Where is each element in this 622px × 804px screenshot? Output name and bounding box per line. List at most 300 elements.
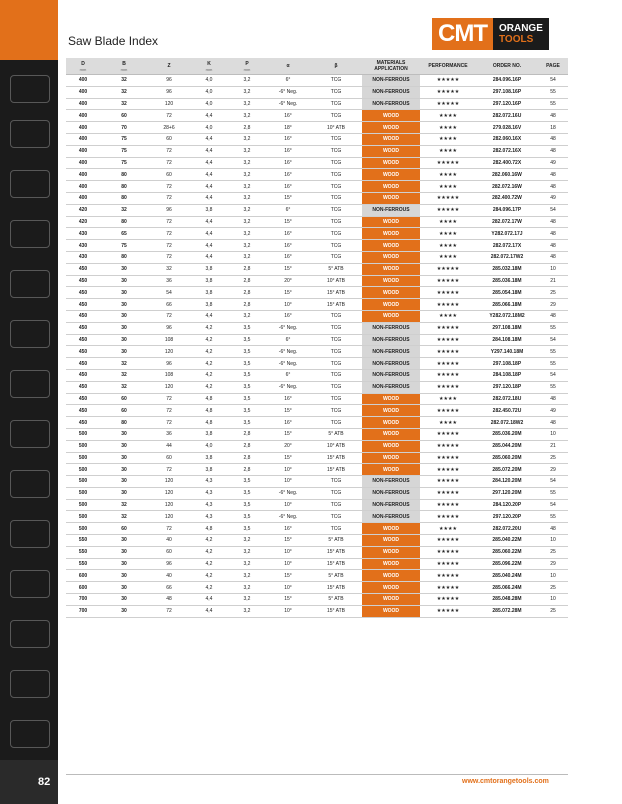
cell-beta: 15° ATB: [310, 464, 362, 476]
cell-page: 48: [538, 523, 568, 535]
cell-ord: 285.066.24M: [476, 582, 538, 594]
cell-z: 54: [148, 287, 190, 299]
cell-b: 32: [100, 204, 148, 216]
cell-perf: ★★★★: [420, 145, 476, 157]
header-beta: [310, 58, 362, 75]
cell-b: 30: [100, 476, 148, 488]
cell-perf: ★★★★★: [420, 263, 476, 275]
cell-ord: 284.108.18M: [476, 334, 538, 346]
cell-page: 25: [538, 582, 568, 594]
cell-mat: WOOD: [362, 558, 420, 570]
cell-d: 700: [66, 594, 100, 606]
cell-k: 4,4: [190, 240, 228, 252]
cell-d: 400: [66, 86, 100, 98]
oscillating-blade-icon: [10, 170, 50, 198]
cell-z: 120: [148, 381, 190, 393]
cell-perf: ★★★★: [420, 251, 476, 263]
cell-alpha: 15°: [266, 535, 310, 547]
table-row: [66, 98, 568, 110]
cell-ord: 282.450.72U: [476, 405, 538, 417]
cell-ord: 285.032.18M: [476, 263, 538, 275]
cell-d: 420: [66, 216, 100, 228]
cell-p: 3,2: [228, 570, 266, 582]
cell-b: 30: [100, 535, 148, 547]
cell-ord: 284.096.17P: [476, 204, 538, 216]
cell-alpha: 15°: [266, 594, 310, 606]
cell-k: 4,2: [190, 558, 228, 570]
table-row: [66, 263, 568, 275]
cell-b: 30: [100, 487, 148, 499]
cell-k: 4,2: [190, 546, 228, 558]
table-row: [66, 204, 568, 216]
cell-b: 32: [100, 98, 148, 110]
header-label: Z: [167, 63, 171, 69]
cell-d: 550: [66, 546, 100, 558]
cell-z: 60: [148, 452, 190, 464]
cell-z: 72: [148, 251, 190, 263]
cell-k: 3,8: [190, 263, 228, 275]
cell-p: 2,8: [228, 299, 266, 311]
cell-d: 500: [66, 511, 100, 523]
cell-mat: WOOD: [362, 287, 420, 299]
cell-page: 55: [538, 86, 568, 98]
cell-k: 4,8: [190, 393, 228, 405]
table-row: [66, 594, 568, 606]
cell-alpha: 20°: [266, 440, 310, 452]
table-row: [66, 511, 568, 523]
cell-k: 4,4: [190, 110, 228, 122]
header-unit: mm: [205, 66, 213, 72]
cell-beta: TCG: [310, 405, 362, 417]
cell-perf: ★★★★★: [420, 440, 476, 452]
cell-beta: 5° ATB: [310, 263, 362, 275]
cell-k: 4,3: [190, 511, 228, 523]
cell-z: 96: [148, 358, 190, 370]
saw-blade-icon: [10, 75, 50, 103]
cell-perf: ★★★★★: [420, 605, 476, 617]
cell-k: 4,4: [190, 133, 228, 145]
cell-mat: WOOD: [362, 428, 420, 440]
cell-beta: TCG: [310, 393, 362, 405]
cell-alpha: 20°: [266, 275, 310, 287]
cell-d: 550: [66, 558, 100, 570]
cell-d: 450: [66, 263, 100, 275]
cell-p: 3,2: [228, 192, 266, 204]
cell-ord: 285.048.28M: [476, 594, 538, 606]
header-p: [228, 58, 266, 75]
table-row: [66, 393, 568, 405]
cell-mat: WOOD: [362, 523, 420, 535]
cell-p: 3,5: [228, 523, 266, 535]
cell-ord: 285.072.20M: [476, 464, 538, 476]
table-row: [66, 381, 568, 393]
website-link[interactable]: www.cmtorangetools.com: [462, 778, 549, 785]
cell-ord: 282.072.17W: [476, 216, 538, 228]
cell-k: 4,2: [190, 381, 228, 393]
cell-page: 25: [538, 287, 568, 299]
cell-z: 60: [148, 546, 190, 558]
cell-beta: 15° ATB: [310, 452, 362, 464]
cell-mat: WOOD: [362, 251, 420, 263]
cell-ord: 282.072.16X: [476, 145, 538, 157]
cell-perf: ★★★★★: [420, 192, 476, 204]
cell-perf: ★★★★: [420, 240, 476, 252]
cell-beta: 10° ATB: [310, 122, 362, 134]
cell-d: 450: [66, 334, 100, 346]
cell-page: 25: [538, 546, 568, 558]
cell-beta: 15° ATB: [310, 299, 362, 311]
cell-mat: NON-FERROUS: [362, 381, 420, 393]
cell-alpha: 18°: [266, 122, 310, 134]
cell-mat: WOOD: [362, 216, 420, 228]
cell-b: 30: [100, 346, 148, 358]
cell-page: 55: [538, 346, 568, 358]
cell-z: 66: [148, 299, 190, 311]
cell-page: 25: [538, 452, 568, 464]
cell-mat: WOOD: [362, 464, 420, 476]
cell-b: 60: [100, 393, 148, 405]
cell-d: 500: [66, 499, 100, 511]
table-row: [66, 428, 568, 440]
cell-alpha: 15°: [266, 192, 310, 204]
cell-perf: ★★★★★: [420, 464, 476, 476]
table-row: [66, 546, 568, 558]
cell-alpha: -6° Neg.: [266, 322, 310, 334]
cell-p: 2,8: [228, 263, 266, 275]
cell-ord: Y297.140.18M: [476, 346, 538, 358]
cell-alpha: 15°: [266, 216, 310, 228]
cell-b: 32: [100, 511, 148, 523]
cell-b: 60: [100, 405, 148, 417]
cell-z: 72: [148, 310, 190, 322]
cell-beta: TCG: [310, 98, 362, 110]
table-row: [66, 192, 568, 204]
cell-b: 75: [100, 145, 148, 157]
cell-perf: ★★★★★: [420, 358, 476, 370]
cell-beta: TCG: [310, 358, 362, 370]
cell-page: 29: [538, 558, 568, 570]
cell-beta: TCG: [310, 228, 362, 240]
cell-mat: NON-FERROUS: [362, 511, 420, 523]
cell-ord: 282.072.17W2: [476, 251, 538, 263]
cell-d: 400: [66, 157, 100, 169]
cell-b: 30: [100, 452, 148, 464]
cell-ord: 282.060.16W: [476, 169, 538, 181]
table-body: [66, 75, 568, 618]
cell-b: 80: [100, 216, 148, 228]
cell-perf: ★★★★★: [420, 275, 476, 287]
cell-p: 3,5: [228, 476, 266, 488]
cell-d: 450: [66, 393, 100, 405]
cell-alpha: -6° Neg.: [266, 358, 310, 370]
header-z: [148, 58, 190, 75]
cell-beta: TCG: [310, 240, 362, 252]
logo-line2: TOOLS: [498, 34, 534, 45]
cell-perf: ★★★★★: [420, 594, 476, 606]
cell-alpha: 15°: [266, 287, 310, 299]
cell-b: 32: [100, 358, 148, 370]
cell-d: 400: [66, 122, 100, 134]
cell-page: 10: [538, 594, 568, 606]
cell-perf: ★★★★: [420, 523, 476, 535]
cell-mat: WOOD: [362, 145, 420, 157]
cell-ord: 285.072.28M: [476, 605, 538, 617]
cell-mat: WOOD: [362, 157, 420, 169]
cell-page: 29: [538, 299, 568, 311]
cell-z: 120: [148, 476, 190, 488]
cell-b: 32: [100, 75, 148, 87]
cell-b: 32: [100, 499, 148, 511]
header-k: [190, 58, 228, 75]
table-row: [66, 605, 568, 617]
table-row: [66, 570, 568, 582]
cell-p: 3,2: [228, 157, 266, 169]
cell-d: 500: [66, 428, 100, 440]
logo-text: [493, 18, 549, 50]
cell-beta: 10° ATB: [310, 275, 362, 287]
cell-page: 21: [538, 440, 568, 452]
cell-z: 72: [148, 192, 190, 204]
page-number: 82: [38, 776, 51, 788]
table-header-row: [66, 58, 568, 75]
cell-z: 120: [148, 499, 190, 511]
cell-alpha: 15°: [266, 570, 310, 582]
cell-b: 32: [100, 381, 148, 393]
cell-z: 72: [148, 393, 190, 405]
cell-p: 3,2: [228, 546, 266, 558]
cell-ord: 282.072.16U: [476, 110, 538, 122]
cell-p: 3,2: [228, 251, 266, 263]
header-unit: mm: [79, 66, 87, 72]
cell-k: 3,8: [190, 299, 228, 311]
cell-alpha: 15°: [266, 263, 310, 275]
table-row: [66, 558, 568, 570]
cell-alpha: 16°: [266, 110, 310, 122]
cell-z: 36: [148, 428, 190, 440]
cell-alpha: 6°: [266, 204, 310, 216]
header-label: MATERIALS APPLICATION: [374, 60, 408, 72]
header-label: β: [334, 63, 338, 69]
cell-b: 80: [100, 192, 148, 204]
cell-d: 500: [66, 476, 100, 488]
table-row: [66, 334, 568, 346]
cell-z: 72: [148, 405, 190, 417]
cell-alpha: -6° Neg.: [266, 98, 310, 110]
cell-d: 450: [66, 417, 100, 429]
cell-alpha: 16°: [266, 133, 310, 145]
cell-b: 30: [100, 440, 148, 452]
cell-mat: WOOD: [362, 110, 420, 122]
cell-alpha: 16°: [266, 228, 310, 240]
cell-perf: ★★★★★: [420, 369, 476, 381]
cell-z: 72: [148, 523, 190, 535]
cell-beta: TCG: [310, 204, 362, 216]
cell-b: 30: [100, 428, 148, 440]
cell-alpha: 16°: [266, 310, 310, 322]
cell-p: 3,2: [228, 216, 266, 228]
cell-p: 3,2: [228, 75, 266, 87]
cell-alpha: 16°: [266, 251, 310, 263]
cell-beta: TCG: [310, 75, 362, 87]
cell-alpha: 10°: [266, 299, 310, 311]
cell-p: 3,5: [228, 511, 266, 523]
cell-z: 66: [148, 582, 190, 594]
cell-p: 3,2: [228, 558, 266, 570]
saw-blade-index-table: [66, 58, 568, 618]
cell-perf: ★★★★★: [420, 511, 476, 523]
cell-z: 72: [148, 181, 190, 193]
cell-d: 450: [66, 322, 100, 334]
cell-d: 430: [66, 251, 100, 263]
page-title: Saw Blade Index: [68, 34, 159, 48]
header-label: P: [245, 60, 249, 67]
cell-z: 72: [148, 240, 190, 252]
cell-mat: WOOD: [362, 535, 420, 547]
cell-mat: NON-FERROUS: [362, 369, 420, 381]
brand-logo: [432, 18, 549, 50]
table-row: [66, 133, 568, 145]
cell-perf: ★★★★★: [420, 86, 476, 98]
table-row: [66, 110, 568, 122]
cell-mat: WOOD: [362, 181, 420, 193]
cell-mat: WOOD: [362, 452, 420, 464]
cell-page: 48: [538, 145, 568, 157]
cell-p: 2,8: [228, 464, 266, 476]
cell-k: 4,4: [190, 251, 228, 263]
cell-perf: ★★★★★: [420, 405, 476, 417]
cell-b: 30: [100, 605, 148, 617]
cell-beta: 15° ATB: [310, 582, 362, 594]
cell-page: 55: [538, 511, 568, 523]
cell-page: 48: [538, 417, 568, 429]
cell-perf: ★★★★★: [420, 476, 476, 488]
cell-k: 4,8: [190, 405, 228, 417]
cell-b: 30: [100, 558, 148, 570]
cell-mat: WOOD: [362, 299, 420, 311]
cell-mat: WOOD: [362, 405, 420, 417]
cell-beta: TCG: [310, 511, 362, 523]
cell-z: 32: [148, 263, 190, 275]
cell-mat: WOOD: [362, 546, 420, 558]
table-row: [66, 535, 568, 547]
cell-d: 700: [66, 605, 100, 617]
cell-alpha: 6°: [266, 369, 310, 381]
cell-b: 30: [100, 299, 148, 311]
cell-b: 30: [100, 287, 148, 299]
cell-perf: ★★★★: [420, 181, 476, 193]
cell-k: 4,4: [190, 216, 228, 228]
cell-b: 80: [100, 417, 148, 429]
cell-ord: 282.072.17X: [476, 240, 538, 252]
cell-alpha: 16°: [266, 240, 310, 252]
router-bit-icon: [10, 220, 50, 248]
shaper-cutter-icon: [10, 320, 50, 348]
cell-beta: TCG: [310, 169, 362, 181]
cell-p: 2,8: [228, 122, 266, 134]
cell-alpha: 10°: [266, 605, 310, 617]
table-row: [66, 240, 568, 252]
cell-k: 4,4: [190, 605, 228, 617]
drill-bit-icon: [10, 370, 50, 398]
cell-perf: ★★★★★: [420, 546, 476, 558]
cell-ord: Y282.072.17J: [476, 228, 538, 240]
cell-p: 2,8: [228, 428, 266, 440]
cell-alpha: 16°: [266, 145, 310, 157]
cell-z: 40: [148, 535, 190, 547]
cell-beta: TCG: [310, 310, 362, 322]
cell-beta: 5° ATB: [310, 594, 362, 606]
cell-perf: ★★★★★: [420, 381, 476, 393]
cell-perf: ★★★★★: [420, 570, 476, 582]
table-row: [66, 122, 568, 134]
cell-alpha: 10°: [266, 499, 310, 511]
table-row: [66, 452, 568, 464]
cell-p: 3,5: [228, 417, 266, 429]
cell-d: 450: [66, 299, 100, 311]
cell-page: 54: [538, 204, 568, 216]
cell-ord: 285.066.18M: [476, 299, 538, 311]
cell-beta: TCG: [310, 499, 362, 511]
cell-b: 30: [100, 322, 148, 334]
table-row: [66, 582, 568, 594]
cell-ord: 297.120.18P: [476, 381, 538, 393]
cell-page: 48: [538, 240, 568, 252]
cell-b: 30: [100, 263, 148, 275]
cell-z: 120: [148, 511, 190, 523]
cell-d: 420: [66, 204, 100, 216]
cell-k: 3,8: [190, 452, 228, 464]
cell-p: 3,2: [228, 86, 266, 98]
cell-page: 55: [538, 322, 568, 334]
cell-d: 400: [66, 192, 100, 204]
cell-mat: WOOD: [362, 440, 420, 452]
cell-p: 2,8: [228, 275, 266, 287]
cell-mat: WOOD: [362, 133, 420, 145]
cell-mat: NON-FERROUS: [362, 476, 420, 488]
cell-b: 75: [100, 240, 148, 252]
cell-ord: 282.400.72X: [476, 157, 538, 169]
cell-p: 3,5: [228, 346, 266, 358]
cell-ord: 285.036.20M: [476, 428, 538, 440]
table-row: [66, 440, 568, 452]
cell-ord: 297.120.16P: [476, 98, 538, 110]
cell-k: 4,3: [190, 476, 228, 488]
cell-page: 48: [538, 181, 568, 193]
cell-b: 80: [100, 251, 148, 263]
cell-page: 49: [538, 192, 568, 204]
cell-k: 4,0: [190, 440, 228, 452]
sidebar-logo-block: [0, 0, 58, 60]
cell-p: 3,2: [228, 110, 266, 122]
cell-d: 400: [66, 110, 100, 122]
cell-page: 21: [538, 275, 568, 287]
cell-k: 4,0: [190, 98, 228, 110]
table-row: [66, 523, 568, 535]
table-row: [66, 86, 568, 98]
cell-p: 3,5: [228, 381, 266, 393]
cell-alpha: 10°: [266, 558, 310, 570]
cell-beta: TCG: [310, 216, 362, 228]
cell-k: 3,8: [190, 287, 228, 299]
cell-page: 48: [538, 110, 568, 122]
sidebar: [0, 0, 58, 804]
cell-page: 54: [538, 334, 568, 346]
header-mat: [362, 58, 420, 75]
cell-mat: WOOD: [362, 169, 420, 181]
cell-perf: ★★★★: [420, 169, 476, 181]
cell-z: 120: [148, 98, 190, 110]
cell-k: 4,2: [190, 369, 228, 381]
